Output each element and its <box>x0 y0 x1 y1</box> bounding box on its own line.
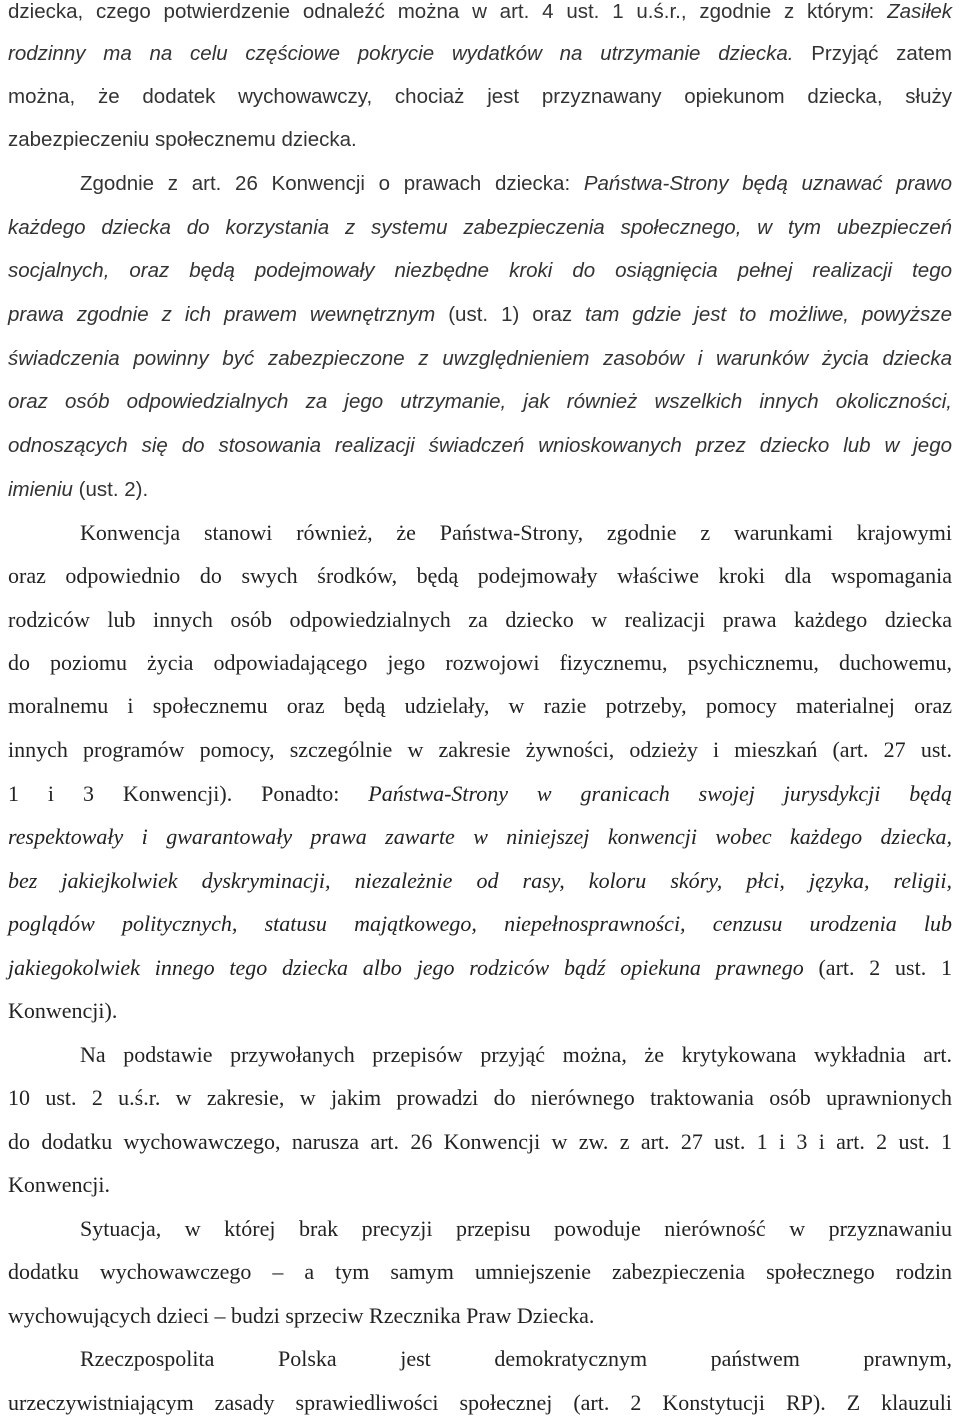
text-segment: Na podstawie przywołanych przepisów przyjąć można, że krytykowana wykładnia art. <box>80 1042 952 1067</box>
text-line <box>8 214 952 242</box>
text-line <box>8 301 952 329</box>
text-line <box>8 0 952 26</box>
text-segment: 1 i 3 Konwencji). Ponadto: <box>8 781 369 806</box>
italic-text-segment: Państwa-Strony będą uznawać prawo <box>583 172 952 195</box>
text-line <box>80 170 952 198</box>
text-segment: Zgodnie z art. 26 Konwencji o prawach dziecka: <box>80 172 584 195</box>
text-line <box>8 649 952 677</box>
text-segment: Konwencji. <box>8 1172 111 1197</box>
text-line <box>8 997 952 1025</box>
text-line <box>8 126 952 154</box>
italic-text-segment: świadczenia powinny być zabezpieczone z uwzględnieniem zasobów i warunków życia dziecka <box>8 347 952 370</box>
text-line <box>8 345 952 373</box>
italic-text-segment: bez jakiejkolwiek dyskryminacji, niezależnie od rasy, koloru skóry, płci, języka, religii, <box>8 868 952 893</box>
text-segment: zabezpieczeniu społecznemu dziecka. <box>8 128 357 151</box>
text-segment: Sytuacja, w której brak precyzji przepisu powoduje nierówność w przyznawaniu <box>80 1216 952 1241</box>
italic-text-segment: jakiegokolwiek innego tego dziecka albo jego rodziców bądź opiekuna prawnego <box>8 955 804 980</box>
text-line <box>8 40 952 68</box>
text-segment: urzeczywistniającym zasady sprawiedliwości społecznej (art. 2 Konstytucji RP). Z klauzuli <box>8 1390 952 1415</box>
text-line <box>8 476 952 504</box>
text-line <box>8 606 952 634</box>
text-line <box>8 257 952 285</box>
italic-text-segment: respektowały i gwarantowały prawa zawarte w niniejszej konwencji wobec każdego dziecka, <box>8 824 952 849</box>
text-line <box>8 388 952 416</box>
italic-text-segment: prawa zgodnie z ich prawem wewnętrznym <box>8 303 436 326</box>
italic-text-segment: odnoszących się do stosowania realizacji świadczeń wnioskowanych przez dziecko lub w jego <box>8 434 952 457</box>
text-line <box>8 823 952 851</box>
italic-text-segment: rodzinny ma na celu częściowe pokrycie wydatków na utrzymanie dziecka. <box>8 42 794 65</box>
text-line <box>8 432 952 460</box>
text-line <box>8 954 952 982</box>
text-segment: do poziomu życia odpowiadającego jego rozwojowi fizycznemu, psychicznemu, duchowemu, <box>8 650 952 675</box>
text-line <box>8 1389 952 1417</box>
text-segment: wychowujących dzieci – budzi sprzeciw Rzecznika Praw Dziecka. <box>8 1303 595 1328</box>
italic-text-segment: socjalnych, oraz będą podejmowały niezbędne kroki do osiągnięcia pełnej realizacji tego <box>8 259 952 282</box>
text-segment: można, że dodatek wychowawczy, chociaż jest przyznawany opiekunom dziecka, służy <box>8 85 952 108</box>
text-segment: (art. 2 ust. 1 <box>803 955 953 980</box>
italic-text-segment: Zasiłek <box>887 0 952 23</box>
text-line <box>8 867 952 895</box>
text-segment: Konwencja stanowi również, że Państwa-Strony, zgodnie z warunkami krajowymi <box>80 520 952 545</box>
italic-text-segment: Państwa-Strony w granicach swojej jurysdykcji będą <box>368 781 952 806</box>
text-segment: oraz odpowiednio do swych środków, będą podejmowały właściwe kroki dla wspomagania <box>8 563 952 588</box>
text-line <box>8 1171 952 1199</box>
italic-text-segment: każdego dziecka do korzystania z systemu zabezpieczenia społecznego, w tym ubezpieczeń <box>8 216 952 239</box>
text-segment: 10 ust. 2 u.ś.r. w zakresie, w jakim prowadzi do nierównego traktowania osób uprawnionych <box>8 1085 952 1110</box>
text-segment: rodziców lub innych osób odpowiedzialnych za dziecko w realizacji prawa każdego dziecka <box>8 607 952 632</box>
text-line <box>8 1084 952 1112</box>
italic-text-segment: imieniu <box>8 478 73 501</box>
text-line <box>8 736 952 764</box>
text-line <box>80 1345 952 1373</box>
text-line <box>8 1258 952 1286</box>
text-segment: dziecka, czego potwierdzenie odnaleźć można w art. 4 ust. 1 u.ś.r., zgodnie z którym: <box>8 0 888 23</box>
text-line <box>8 1302 952 1330</box>
text-line <box>8 780 952 808</box>
text-line <box>8 692 952 720</box>
text-segment: Przyjąć zatem <box>793 42 952 65</box>
text-line <box>8 83 952 111</box>
text-segment: (ust. 2). <box>72 478 149 501</box>
text-segment: Rzeczpospolita Polska jest demokratycznym państwem prawnym, <box>80 1346 952 1371</box>
text-segment: (ust. 1) oraz <box>435 303 586 326</box>
text-segment: do dodatku wychowawczego, narusza art. 26 Konwencji w zw. z art. 27 ust. 1 i 3 i art. 2 ust. 1 <box>8 1129 952 1154</box>
text-line <box>80 519 952 547</box>
italic-text-segment: tam gdzie jest to możliwe, powyższe <box>585 303 952 326</box>
text-line <box>8 910 952 938</box>
italic-text-segment: oraz osób odpowiedzialnych za jego utrzymanie, jak również wszelkich innych okoliczności, <box>8 390 952 413</box>
text-line <box>8 1128 952 1156</box>
text-segment: innych programów pomocy, szczególnie w zakresie żywności, odzieży i mieszkań (art. 27 ust. <box>8 737 952 762</box>
text-segment: Konwencji). <box>8 998 118 1023</box>
text-segment: moralnemu i społecznemu oraz będą udzielały, w razie potrzeby, pomocy materialnej oraz <box>8 693 952 718</box>
text-line <box>80 1215 952 1243</box>
text-line <box>8 562 952 590</box>
text-line <box>80 1041 952 1069</box>
text-segment: dodatku wychowawczego – a tym samym umniejszenie zabezpieczenia społecznego rodzin <box>8 1259 952 1284</box>
italic-text-segment: poglądów politycznych, statusu majątkowego, niepełnosprawności, cenzusu urodzenia lub <box>8 911 952 936</box>
